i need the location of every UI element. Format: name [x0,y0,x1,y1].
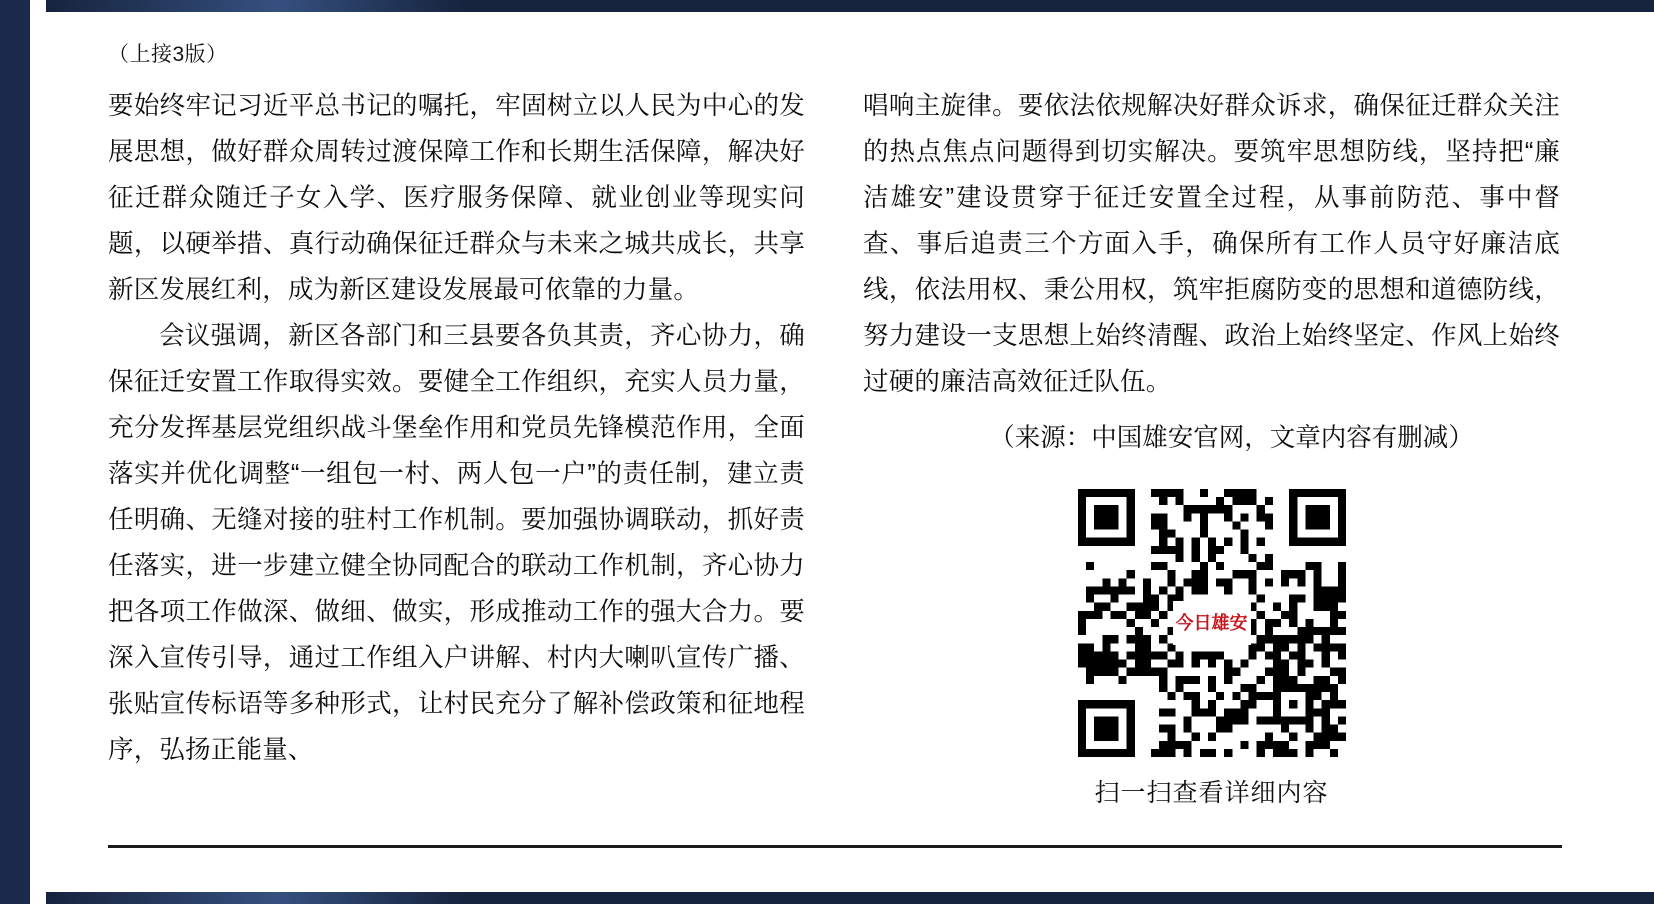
left-column [108,83,805,773]
qr-caption: 扫一扫查看详细内容 [1094,779,1329,808]
qr-code-block [863,489,1560,809]
qr-code[interactable] [1078,489,1346,757]
paragraph-body: 唱响主旋律。要依法依规解决好群众诉求，确保征迁群众关注的热点焦点问题得到切实解决。要筑牢思想防线，坚持把“廉洁雄安”建设贯穿于征迁安置全过程，从事前防范、事中督查、事后追责三个方面入手，确保所有工作人员守好廉洁底线，依法用权、秉公用权，筑牢拒腐防变的思想和道德防线，努力建设一支思想上始终清醒、政治上始终坚定、作风上始终过硬的廉洁高效征迁队伍。 [863,92,1560,397]
top-bar-gradient [46,0,466,12]
paragraph-body: 要始终牢记习近平总书记的嘱托，牢固树立以人民为中心的发展思想，做好群众周转过渡保障工作和长期生活保障，解决好征迁群众随迁子女入学、医疗服务保障、就业创业等现实问题，以硬举措、真行动确保征迁群众与未来之城共成长，共享新区发展红利，成为新区建设发展最可依靠的力量。 [108,92,805,305]
bottom-bar-gradient [46,892,466,904]
qr-center-logo [1173,601,1251,645]
left-rail-inner-stripe [30,0,46,904]
article-source: （来源：中国雄安官网，文章内容有删减） [989,424,1474,453]
bottom-rule [108,845,1562,848]
paragraph-body: 会议强调，新区各部门和三县要各负其责，齐心协力，确保征迁安置工作取得实效。要健全工作组织，充实人员力量，充分发挥基层党组织战斗堡垒作用和党员先锋模范作用，全面落实并优化调整“一组包一村、两人包一户”的责任制，建立责任明确、无缝对接的驻村工作机制。要加强协调联动，抓好责任落实，进一步建立健全协同配合的联动工作机制，齐心协力把各项工作做深、做细、做实，形成推动工作的强大合力。要深入宣传引导，通过工作组入户讲解、村内大喇叭宣传广播、张贴宣传标语等多种形式，让村民充分了解补偿政策和征地程序，弘扬正能量、 [108,322,805,765]
qr-logo-text: 今日雄安 [1175,613,1248,634]
two-column-layout [108,83,1560,809]
right-column [863,83,1560,809]
article-content [108,40,1560,830]
continued-from-note: （上接3版） [108,43,228,66]
left-rail-decoration [0,0,46,904]
